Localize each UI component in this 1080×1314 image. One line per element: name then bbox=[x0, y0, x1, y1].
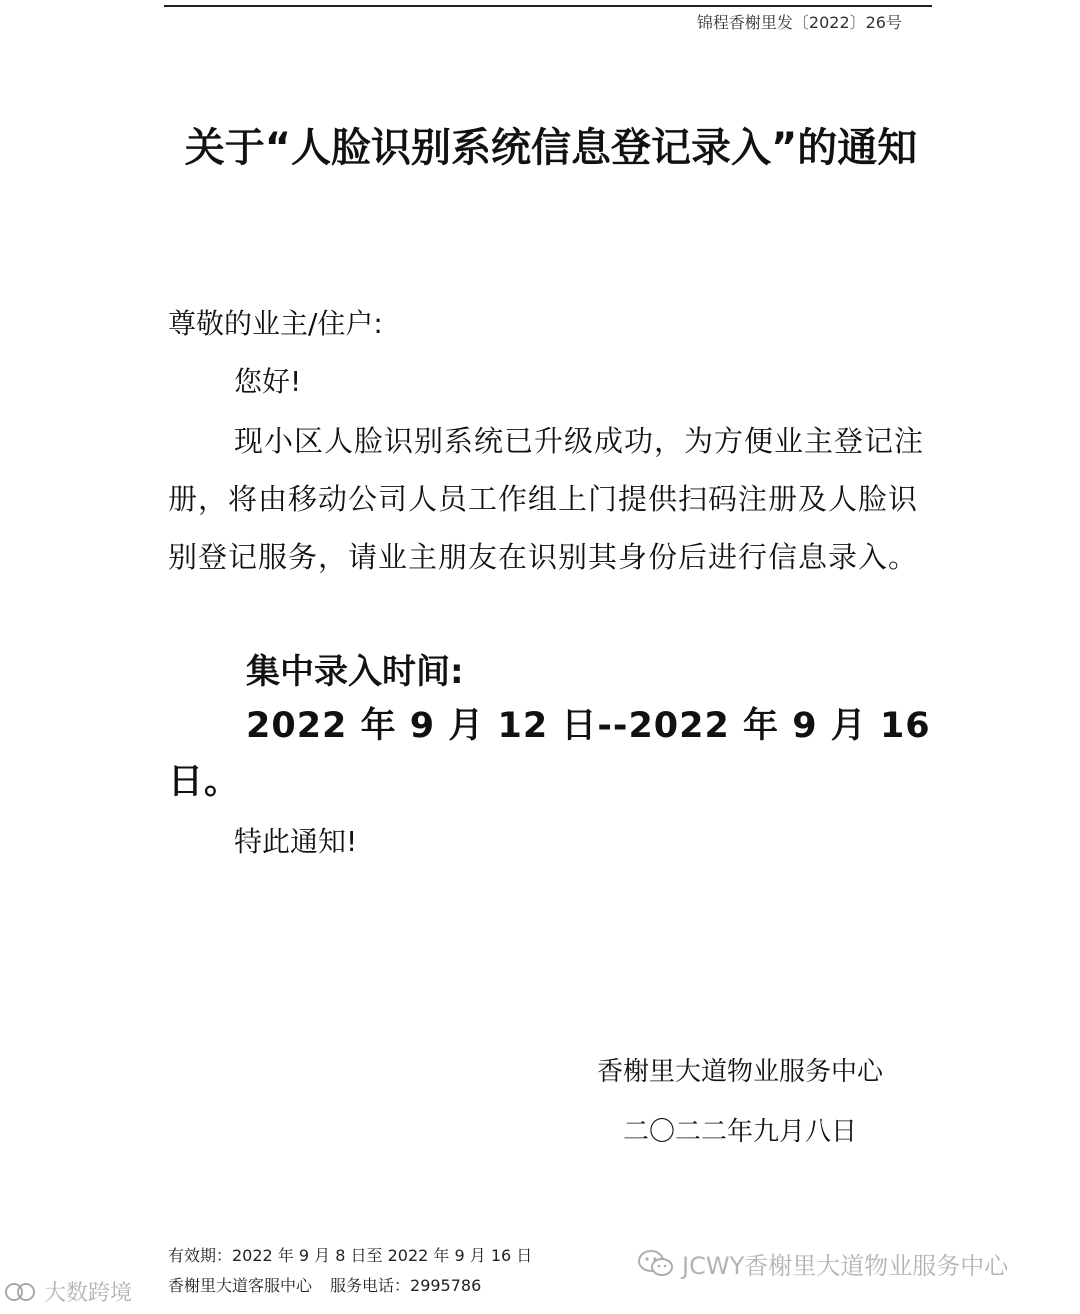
validity-period: 有效期：2022 年 9 月 8 日至 2022 年 9 月 16 日 bbox=[168, 1246, 533, 1265]
notice-body: 现小区人脸识别系统已升级成功，为方便业主登记注册，将由移动公司人员工作组上门提供扫码注册及人脸识别登记服务，请业主朋友在识别其身份后进行信息录入。 bbox=[168, 424, 925, 574]
document-number: 锦程香榭里发〔2022〕26号 bbox=[696, 13, 902, 32]
header-rule bbox=[164, 5, 932, 7]
issuing-organization: 香榭里大道物业服务中心 bbox=[596, 1057, 883, 1087]
signature-block bbox=[560, 1050, 920, 1154]
watermark-right bbox=[636, 1246, 1008, 1281]
logo-icon bbox=[4, 1280, 38, 1304]
closing-remark: 特此通知! bbox=[234, 825, 358, 858]
watermark-left bbox=[4, 1276, 132, 1307]
entry-time-dates: 2022 年 9 月 12 日--2022 年 9 月 16 日。 bbox=[168, 706, 931, 802]
issue-date: 二〇二二年九月八日 bbox=[622, 1117, 857, 1147]
service-phone: 服务电话：2995786 bbox=[330, 1276, 482, 1295]
notice-title: 关于“人脸识别系统信息登记录入”的通知 bbox=[184, 125, 918, 171]
entry-time-label: 集中录入时间: bbox=[246, 652, 464, 692]
watermark-right-text: JCWY香榭里大道物业服务中心 bbox=[682, 1252, 1009, 1280]
service-center: 香榭里大道客服中心 bbox=[168, 1276, 313, 1295]
service-info bbox=[168, 1274, 481, 1298]
greeting: 您好! bbox=[234, 365, 302, 398]
watermark-left-text: 大数跨境 bbox=[44, 1281, 133, 1306]
salutation: 尊敬的业主/住户: bbox=[168, 307, 383, 340]
wechat-icon bbox=[636, 1248, 676, 1280]
